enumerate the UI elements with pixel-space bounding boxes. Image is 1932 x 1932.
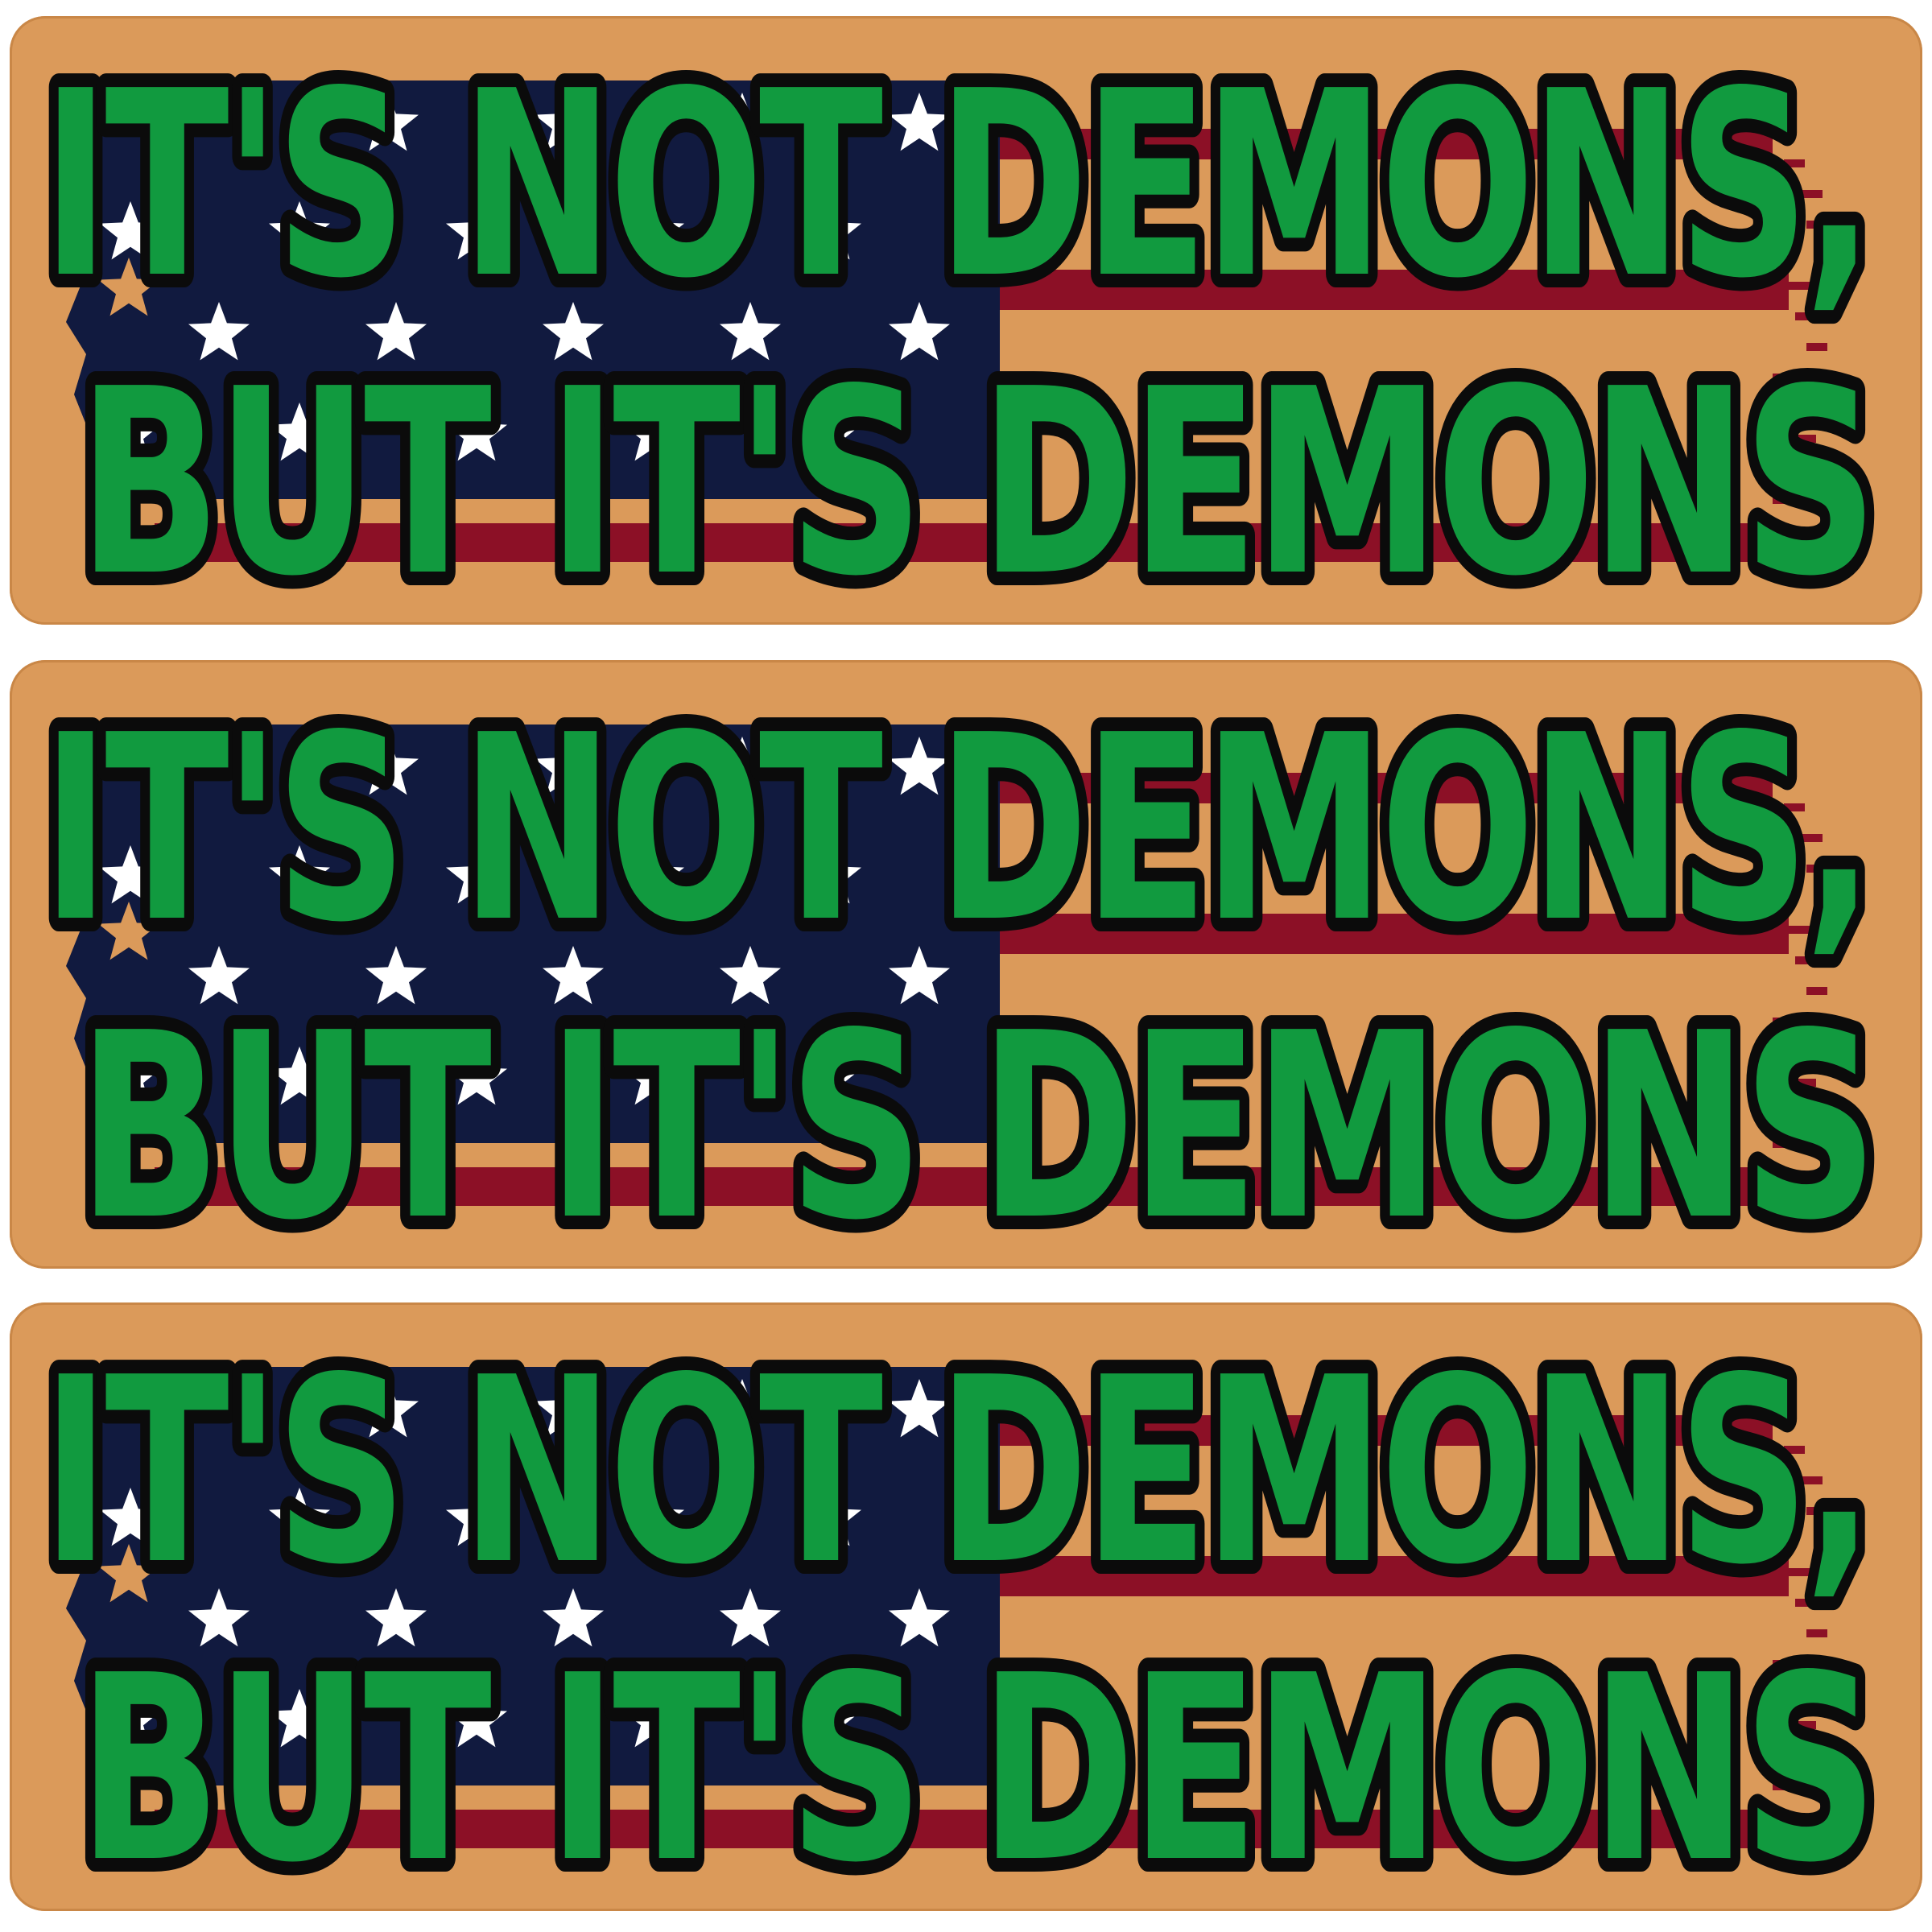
slogan-line-2: BUT IT'S DEMONS <box>78 1620 1873 1911</box>
slogan-line-1: IT'S NOT DEMONS, <box>42 680 1869 978</box>
slogan <box>10 16 1922 625</box>
slogan-line-1: IT'S NOT DEMONS, <box>42 1323 1869 1620</box>
slogan-line-2: BUT IT'S DEMONS <box>78 978 1873 1269</box>
slogan <box>10 660 1922 1269</box>
slogan-line-2: BUT IT'S DEMONS <box>78 334 1873 625</box>
sticker-2 <box>10 660 1922 1269</box>
slogan-line-1: IT'S NOT DEMONS, <box>42 36 1869 334</box>
slogan <box>10 1302 1922 1911</box>
sticker-3 <box>10 1302 1922 1911</box>
sticker-1 <box>10 16 1922 625</box>
